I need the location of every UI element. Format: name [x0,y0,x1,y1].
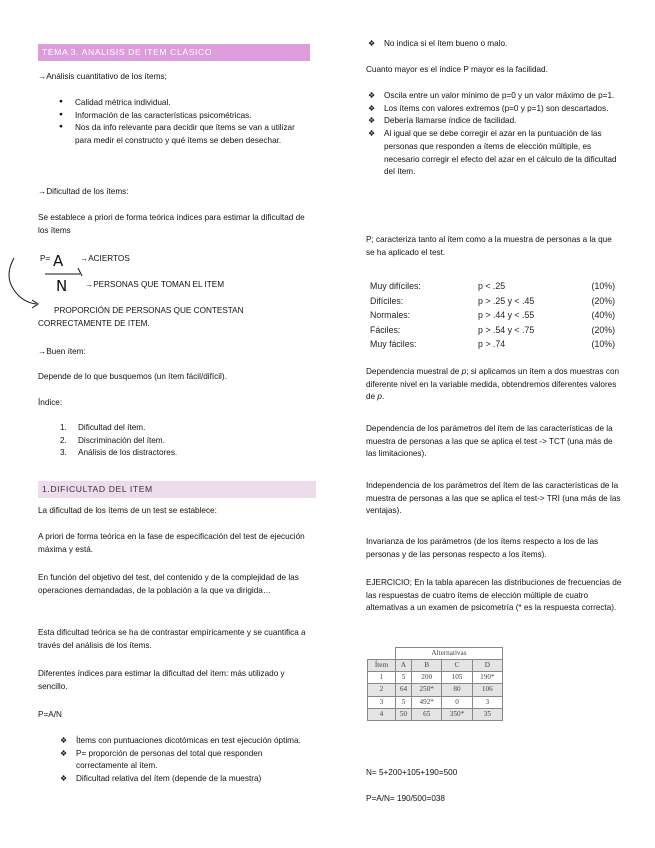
intro-bullets [75,97,307,148]
buen-item-heading: →Buen ítem: [38,347,86,356]
proporcion-text: PROPORCIÓN DE PERSONAS QUE CONTESTAN CORRECTAMENTE DE ITEM. [38,306,244,328]
list-item: ❖ Dificultad relativa del ítem (depende de la muestra) [76,773,308,786]
list-item: ❖ P= proporción de personas del total que responden correctamente al ítem. [76,748,308,773]
index-list [60,422,298,460]
list-item: ❖ Debería llamarse índice de facilidad. [384,115,624,128]
p-calc: P=A/N= 190/500=038 [366,794,445,803]
dificultad-heading: →Dificultad de los ítems: [38,187,129,196]
formula-text: P=A/N [38,710,62,719]
intro-text: →Análisis cuantitativo de los ítems; [38,72,167,81]
paragraph: A priori de forma teórica en la fase de especificación del test de ejecución máxima y está. [38,532,305,554]
list-item: ❖ Oscila entre un valor mínimo de p=0 y un valor máximo de p=1. [384,90,624,103]
table-row: Normales: p > .44 y < .55 (40%) [370,310,615,321]
p-equals: P= [40,254,51,263]
difficulty-table [370,280,615,353]
paragraph: Diferentes índices para estimar la dificultad del ítem: más utilizado y sencillo. [38,669,285,691]
table-header-group: Alternativas [368,648,503,660]
top-bullet-list [384,38,624,51]
invarianza-text: Invarianza de los parámetros (de los ítems respecto a los de las personas y de las personas respecto a los ítems). [366,537,599,559]
table-row: 2 64 250* 80 106 [368,684,503,696]
page-title: TEMA 3. ANALISIS DE ITEM CLÁSICO [38,44,310,61]
a-letter: A [53,252,64,270]
list-item: ● Información de las características psicométricas. [75,110,307,123]
table-row: 1 5 200 105 190* [368,672,503,684]
table-row: Difíciles: p > .25 y < .45 (20%) [370,295,615,306]
caracteriza-text: P; caracteriza tanto al ítem como a la muestra de personas a la que se ha aplicado el test. [366,235,612,257]
table-row: 4 50 65 350* 35 [368,708,503,720]
list-item: ❖ Al igual que se debe corregir el azar en la puntuación de las personas que responden a ítems de elección múltiple, es necesario corregir el efecto del azar en el cálculo de la dificultad del ítem. [384,128,624,179]
table-row: Muy fáciles: p > .74 (10%) [370,339,615,350]
table-row: Fáciles: p > .54 y < .75 (20%) [370,324,615,335]
paragraph: Esta dificultad teórica se ha de contrastar empíricamente y se cuantifica a través del análisis de los ítems. [38,628,306,650]
section-title: 1.DIFICULTAD DEL ITEM [38,481,316,498]
n-letter: N [56,277,68,295]
list-item: 3. Análisis de los distractores. [60,448,178,458]
table-header: Ítem A B C D [368,660,503,672]
list-item: ● Calidad métrica individual. [75,97,307,110]
aciertos-label: →ACIERTOS [80,254,130,263]
indep-tri-text: Independencia de los parámetros del ítem de las características de la muestra de personas a las que se aplica el test-> TRI (una más de las ventajas). [366,481,621,516]
list-item: 1. Dificultad del ítem. [60,423,146,432]
list-item: 2. Discriminación del ítem. [60,435,165,445]
cuanto-text: Cuanto mayor es el índice P mayor es la facilidad. [366,65,548,74]
list-item: ❖ No indica si el ítem bueno o malo. [384,38,624,51]
table-row: Muy difíciles: p < .25 (10%) [370,281,615,292]
personas-label: →PERSONAS QUE TOMAN EL ITEM [85,280,225,289]
list-item: ❖ Ítems con puntuaciones dicotómicas en test ejecución óptima. [76,735,308,748]
list-item: ● Nos da info relevante para decidir que ítems se van a utilizar para medir el constructo y qué ítems se deben desechar. [75,122,307,147]
depende-text: Depende de lo que busquemos (un ítem fácil/difícil). [38,372,227,381]
n-calc: N= 5+200+105+190=500 [366,768,458,777]
alternatives-table [367,647,503,733]
paragraph: La dificultad de los ítems de un test se establece: [38,506,217,515]
dependencia-text: Dependencia muestral de p; si aplicamos un ítem a dos muestras con diferente nivel en la variable medida, obtendremos diferentes valores de p. [366,367,620,402]
apriori-text: Se establece a priori de forma teórica índices para estimar la dificultad de los ítems [38,213,305,235]
paragraph: En función del objetivo del test, del contenido y de la complejidad de las operaciones demandadas, de la población a la que va dirigida… [38,573,299,595]
table-row: 3 5 492* 0 3 [368,696,503,708]
indice-label: Índice: [38,398,63,407]
diamond-list [76,735,308,786]
list-item: ❖ Los ítems con valores extremos (p=0 y p=1) son descartados. [384,103,624,116]
diamond-list-right [384,90,624,179]
dep-tct-text: Dependencia de los parámetros del ítem de las características de la muestra de personas a las que se aplica el test -> TCT (una más de las limitaciones). [366,424,613,459]
ejercicio-text: EJERCICIO; En la tabla aparecen las distribuciones de frecuencias de las respuestas de cuatro ítems de elección múltiple de cuatro alternativas a un examen de psicometría (* es la respuesta correcta). [366,578,622,613]
